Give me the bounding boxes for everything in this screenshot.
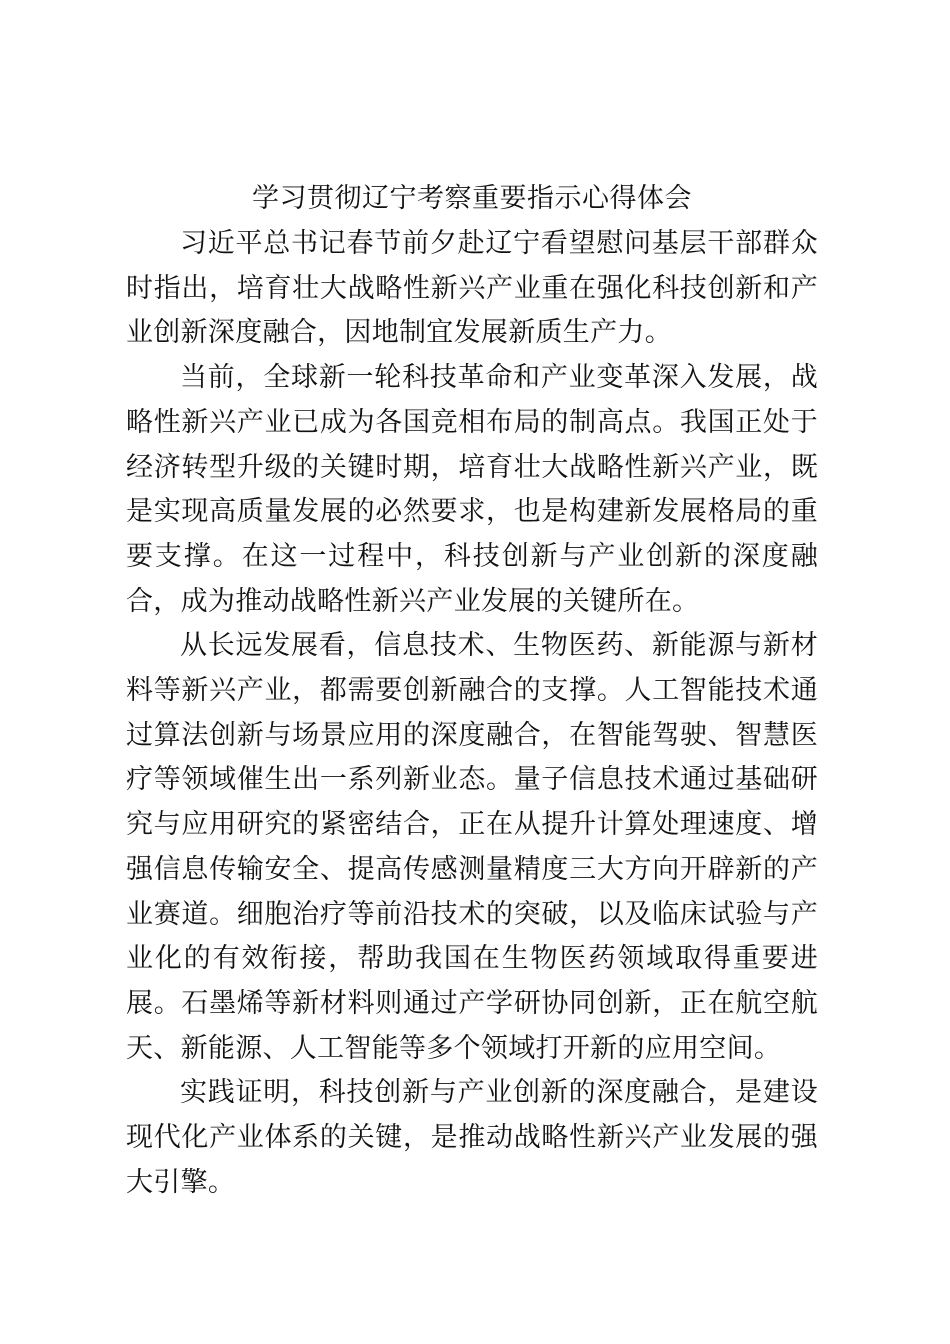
paragraph-2: 当前，全球新一轮科技革命和产业变革深入发展，战略性新兴产业已成为各国竞相布局的制高点。我国正处于经济转型升级的关键时期，培育壮大战略性新兴产业，既是实现高质量发展的必然要求，也是构建新发展格局的重要支撑。在这一过程中，科技创新与产业创新的深度融合，成为推动战略性新兴产业发展的关键所在。 [126, 362, 818, 617]
paragraph-4: 实践证明，科技创新与产业创新的深度融合，是建设现代化产业体系的关键，是推动战略性新兴产业发展的强大引擎。 [126, 1077, 818, 1198]
document-page [126, 176, 818, 1205]
document-title: 学习贯彻辽宁考察重要指示心得体会 [252, 183, 692, 214]
paragraph-3: 从长远发展看，信息技术、生物医药、新能源与新材料等新兴产业，都需要创新融合的支撑。人工智能技术通过算法创新与场景应用的深度融合，在智能驾驶、智慧医疗等领域催生出一系列新业态。量子信息技术通过基础研究与应用研究的紧密结合，正在从提升计算处理速度、增强信息传输安全、提高传感测量精度三大方向开辟新的产业赛道。细胞治疗等前沿技术的突破，以及临床试验与产业化的有效衔接，帮助我国在生物医药领域取得重要进展。石墨烯等新材料则通过产学研协同创新，正在航空航天、新能源、人工智能等多个领域打开新的应用空间。 [126, 630, 818, 1064]
paragraph-1: 习近平总书记春节前夕赴辽宁看望慰问基层干部群众时指出，培育壮大战略性新兴产业重在强化科技创新和产业创新深度融合，因地制宜发展新质生产力。 [126, 228, 818, 349]
